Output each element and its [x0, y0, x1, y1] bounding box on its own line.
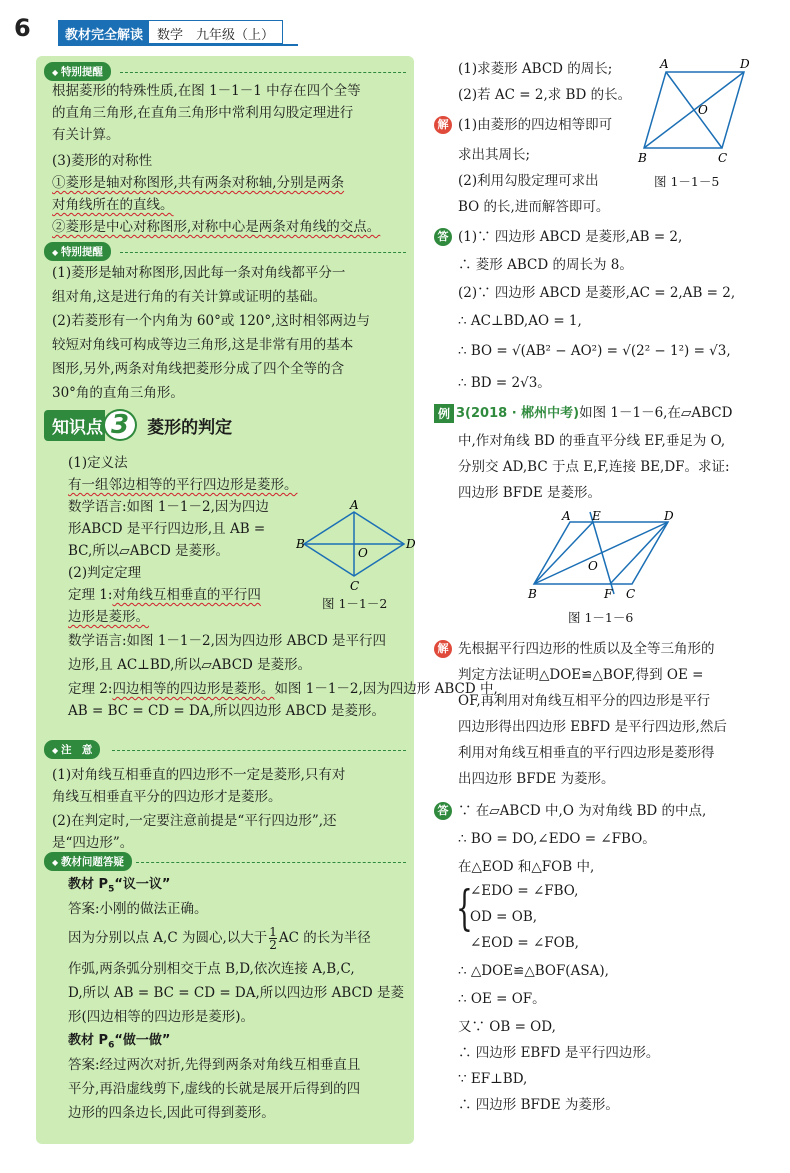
header-rule — [58, 44, 298, 46]
qa-title-2 — [68, 1030, 170, 1057]
figure-1-1-2 — [296, 500, 416, 600]
text-line: (2)在判定时,一定要注意前提是“平行四边形”,还 — [52, 813, 337, 829]
figure-caption: 图 1－1－6 — [568, 610, 634, 625]
label-b: B — [638, 151, 647, 165]
text-line: 分别交 AD,BC 于点 E,F,连接 BE,DF。求证: — [458, 459, 730, 475]
label-o: O — [358, 546, 368, 560]
figure-caption: 图 1－1－2 — [322, 596, 388, 611]
fraction-one-half — [269, 926, 277, 951]
label-c: C — [718, 151, 728, 165]
text-line: ∵ 在▱ABCD 中,O 为对角线 BD 的中点, — [458, 803, 707, 819]
text-line: 判定方法证明△DOE≌△BOF,得到 OE = — [458, 667, 704, 683]
text-line: 有一组邻边相等的平行四边形是菱形。 — [68, 477, 298, 493]
grade: 九年级（上） — [196, 28, 275, 43]
text-line: 对角线所在的直线。 — [52, 197, 174, 213]
qa-title-sub: 5 — [108, 884, 115, 895]
page-header — [0, 0, 790, 50]
text-line: 中,作对角线 BD 的垂直平分线 EF,垂足为 O, — [458, 433, 726, 449]
diagonal-bd — [534, 522, 668, 584]
knowledge-point-heading — [44, 410, 232, 440]
theorem-text-cont: 如图 1－1－2,因为四边形 ABCD 中, — [274, 681, 498, 697]
dashed-rule — [120, 252, 406, 253]
text-line: ∵ EF⊥BD, — [458, 1071, 528, 1087]
label-o: O — [698, 103, 708, 117]
example-badge: 例 — [434, 404, 454, 423]
label-a: A — [660, 57, 669, 71]
text-line — [68, 926, 371, 951]
text-line: 平分,再沿虚线剪下,虚线的长就是展开后得到的四 — [68, 1081, 361, 1097]
text-line: 在△EOD 和△FOB 中, — [458, 859, 595, 875]
system-brace: { — [456, 880, 473, 936]
text-line: 有关计算。 — [52, 127, 120, 143]
text-line: 边形的四条边长,因此可得到菱形。 — [68, 1105, 275, 1121]
kp-number: 3 — [103, 409, 137, 441]
fraction-numerator: 1 — [269, 925, 277, 939]
text-line: 形ABCD 是平行四边形,且 AB = — [68, 521, 266, 537]
fraction-denominator: 2 — [269, 938, 277, 952]
text-line: ∴ BO = DO,∠EDO = ∠FBO。 — [458, 831, 656, 847]
text-line: ∴ 四边形 EBFD 是平行四边形。 — [458, 1045, 660, 1061]
text-line: 作弧,两条弧分别相交于点 B,D,依次连接 A,B,C, — [68, 961, 355, 977]
text-line: ∴ 菱形 ABCD 的周长为 8。 — [458, 257, 633, 273]
text-line: 答案:小刚的做法正确。 — [68, 901, 208, 917]
qa-title-text: 教材 P — [68, 1033, 109, 1048]
theorem-label: 定理 2: — [68, 681, 113, 697]
diagonal-bd — [644, 72, 744, 148]
kp-title: 菱形的判定 — [147, 417, 233, 438]
label-f: F — [604, 587, 613, 601]
text-line — [68, 678, 498, 700]
qa-title-1 — [68, 874, 170, 901]
text-line: (2)若菱形有一个内角为 60°或 120°,这时相邻两边与 — [52, 313, 370, 329]
text-line: 数学语言:如图 1－1－2,因为四边形 ABCD 是平行四 — [68, 633, 387, 649]
text-line: ①菱形是轴对称图形,共有两条对称轴,分别是两条 — [52, 175, 345, 191]
text-line: (1)由菱形的四边相等即可 — [458, 117, 613, 133]
qa-title-text: 教材 P — [68, 877, 109, 892]
text-line: (1)求菱形 ABCD 的周长; — [458, 61, 613, 77]
text-line: 的直角三角形,在直角三角形中常利用勾股定理进行 — [52, 105, 354, 121]
text-part: 因为分别以点 A,C 为圆心,以大于 — [68, 930, 268, 946]
solution-badge: 解 — [434, 116, 452, 134]
label-o: O — [588, 559, 598, 573]
text-line: 是“四边形”。 — [52, 835, 134, 851]
text-line: 求出其周长; — [458, 147, 531, 163]
page-number: 6 — [14, 14, 31, 42]
text-line: 先根据平行四边形的性质以及全等三角形的 — [458, 641, 715, 657]
text-line: ∴ △DOE≌△BOF(ASA), — [458, 963, 609, 979]
figure-1-1-5 — [636, 56, 758, 166]
tag-note: ◆ 注 意 — [44, 740, 100, 759]
text-line: ∴ AC⊥BD,AO = 1, — [458, 313, 582, 329]
text-line: 数学语言:如图 1－1－2,因为四边 — [68, 499, 269, 515]
segment-be — [534, 522, 593, 584]
dashed-rule — [112, 750, 406, 751]
text-line: ②菱形是中心对称图形,对称中心是两条对角线的交点。 — [52, 219, 381, 235]
figure-caption: 图 1－1－5 — [654, 174, 720, 189]
text-line: (1)∵ 四边形 ABCD 是菱形,AB = 2, — [458, 229, 683, 245]
text-line: (1)菱形是轴对称图形,因此每一条对角线都平分一 — [52, 265, 346, 281]
subject: 数学 — [157, 28, 184, 43]
theorem-label: 定理 1: — [68, 587, 113, 603]
text-line: 较短对角线可构成等边三角形,这是非常有用的基本 — [52, 337, 354, 353]
tag-textbook-qa: ◆ 教材问题答疑 — [44, 852, 132, 871]
figure-1-1-6 — [520, 510, 690, 602]
theorem-text: 对角线互相垂直的平行四 — [112, 587, 261, 603]
text-line: 利用对角线互相垂直的平行四边形是菱形得 — [458, 745, 715, 761]
text-line: 根据菱形的特殊性质,在图 1－1－1 中存在四个全等 — [52, 83, 361, 99]
theorem-text: 四边相等的四边形是菱形。 — [112, 681, 275, 697]
text-line: 30°角的直角三角形。 — [52, 385, 184, 401]
label-c: C — [626, 587, 636, 601]
text-line: 组对角,这是进行角的有关计算或证明的基础。 — [52, 289, 327, 305]
text-line: BO 的长,进而解答即可。 — [458, 199, 610, 215]
text-line: (2)判定定理 — [68, 565, 142, 581]
text-line: 四边形 BFDE 是菱形。 — [458, 485, 602, 501]
symmetry-title: (3)菱形的对称性 — [52, 153, 153, 169]
kp-label: 知识点 — [44, 410, 105, 441]
header-box — [58, 20, 283, 44]
label-b: B — [528, 587, 537, 601]
dashed-rule — [136, 862, 406, 863]
text-line: ∴ BO = √(AB² − AO²) = √(2² − 1²) = √3, — [458, 343, 731, 359]
tag-reminder-1: ◆ 特别提醒 — [44, 62, 111, 81]
text-line: 边形是菱形。 — [68, 609, 149, 625]
answer-badge: 答 — [434, 802, 452, 820]
text-line — [456, 402, 732, 425]
subject-grade — [149, 21, 282, 43]
bisector-ef — [590, 512, 614, 594]
text-line: 角线互相垂直平分的四边形才是菱形。 — [52, 789, 282, 805]
text-line: ∴ BD = 2√3。 — [458, 375, 551, 391]
label-a: A — [350, 500, 359, 512]
label-b: B — [296, 537, 305, 551]
text-line: OF,再利用对角线互相平分的四边形是平行 — [458, 693, 711, 709]
solution-badge: 解 — [434, 640, 452, 658]
label-a: A — [562, 510, 571, 523]
text-line: (2)∵ 四边形 ABCD 是菱形,AC = 2,AB = 2, — [458, 285, 736, 301]
qa-title-rest: “议一议” — [114, 877, 171, 892]
qa-title-rest: “做一做” — [114, 1033, 171, 1048]
text-line: 边形,且 AC⊥BD,所以▱ABCD 是菱形。 — [68, 657, 312, 673]
text-line: AB = BC = CD = DA,所以四边形 ABCD 是菱形。 — [68, 703, 386, 719]
text-line: 图形,另外,两条对角线把菱形分成了四个全等的含 — [52, 361, 345, 377]
text-line: 出四边形 BFDE 为菱形。 — [458, 771, 615, 787]
text-line — [68, 584, 261, 606]
text-line: BC,所以▱ABCD 是菱形。 — [68, 543, 230, 559]
text-line: ∠EOD = ∠FOB, — [470, 935, 579, 951]
label-d: D — [406, 537, 416, 551]
text-line: ∠EDO = ∠FBO, — [470, 883, 579, 899]
text-line: (1)对角线互相垂直的四边形不一定是菱形,只有对 — [52, 767, 346, 783]
text-line: (2)利用勾股定理可求出 — [458, 173, 599, 189]
label-e: E — [592, 510, 601, 523]
label-d: D — [740, 57, 750, 71]
text-line: 又∵ OB = OD, — [458, 1019, 556, 1035]
text-line: 形(四边相等的四边形是菱形)。 — [68, 1009, 255, 1025]
text-line: ∴ OE = OF。 — [458, 991, 546, 1007]
text-line: D,所以 AB = BC = CD = DA,所以四边形 ABCD 是菱 — [68, 985, 404, 1001]
text-part: AC 的长为半径 — [278, 930, 371, 946]
text-line: ∴ 四边形 BFDE 为菱形。 — [458, 1097, 619, 1113]
example-source: 3(2018 · 郴州中考) — [456, 406, 580, 421]
segment-df — [610, 522, 668, 584]
series-title: 教材完全解读 — [59, 21, 149, 43]
answer-badge: 答 — [434, 228, 452, 246]
qa-title-sub: 6 — [108, 1040, 115, 1051]
text-line: OD = OB, — [470, 909, 538, 925]
label-d: D — [664, 510, 674, 523]
label-c: C — [350, 579, 360, 593]
text-line: (1)定义法 — [68, 455, 128, 471]
tag-reminder-2: ◆ 特别提醒 — [44, 242, 111, 261]
text-line: 四边形得出四边形 EBFD 是平行四边形,然后 — [458, 719, 727, 735]
text-part: 如图 1－1－6,在▱ABCD — [579, 405, 733, 421]
dashed-rule — [120, 72, 406, 73]
text-line: 答案:经过两次对折,先得到两条对角线互相垂直且 — [68, 1057, 361, 1073]
text-line: (2)若 AC = 2,求 BD 的长。 — [458, 87, 632, 103]
